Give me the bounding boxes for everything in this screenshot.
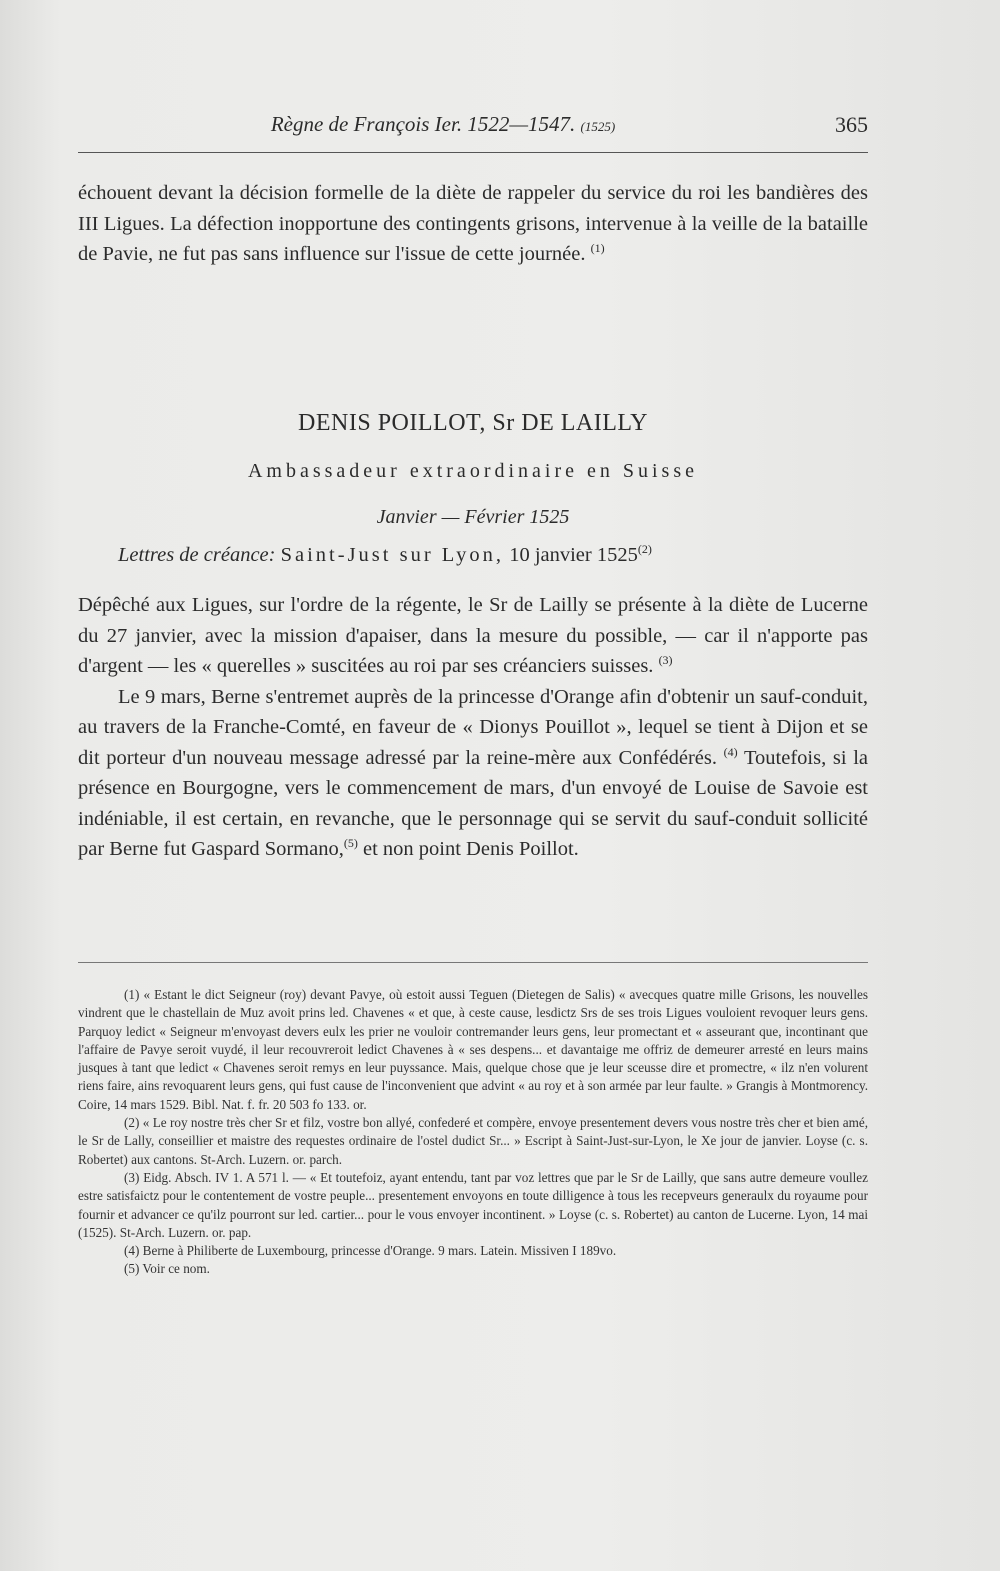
credentials-date: 10 janvier 1525: [509, 544, 638, 566]
footnote-ref-5: (5): [343, 836, 358, 851]
footnote-ref-2: (2): [637, 542, 652, 557]
intro-text: [78, 178, 868, 270]
section-title: DENIS POILLOT, Sr DE LAILLY: [298, 410, 648, 436]
header-rule: [78, 152, 868, 153]
running-head-date: (1525): [580, 119, 616, 134]
credentials-place: Saint-Just sur Lyon,: [280, 544, 505, 566]
footnote-4: (4) Berne à Philiberte de Luxembourg, princesse d'Orange. 9 mars. Latein. Missiven I 189vo.: [124, 1243, 617, 1259]
running-head-title: Règne de François Ier. 1522—1547.: [270, 112, 576, 136]
paragraph-2-text-a: Le 9 mars, Berne s'entremet auprès de la princesse d'Orange afin d'obtenir un sauf-conduit, au travers de la Franche-Comté, en faveur de « Dionys Pouillot », lequel se tient à Dijon et se dit porteur d'un nouveau message adressé par la reine-mère aux Confédérés.: [78, 685, 868, 769]
footnote-ref-1: (1): [590, 241, 605, 256]
paragraph-1-text: Dépêché aux Ligues, sur l'ordre de la régente, le Sr de Lailly se présente à la diète de Lucerne du 27 janvier, avec la mission d'apaiser, dans la mesure du possible, — car il n'apporte pas d'argent — les « querelles » suscitées au roi par ses créanciers suisses.: [78, 594, 868, 677]
footnote-1: (1) « Estant le dict Seigneur (roy) devant Pavye, où estoit aussi Teguen (Dietegen de Salis) « avecques quatre mille Grisons, les nouvelles vindrent que le chastellain de Muz avoit prins led. Chavenes « et que, à ceste cause, lesdictz Srs de ses trois Ligues vouloient revoquer leurs gens. Parquoy ledict « Seigneur m'envoyast devers eulx les prier ne vouloir contremander leurs gens, leur promectant et « asseurant que, incontinant que l'affaire de Pavye seroit vuydé, il leur recouvreroit ledict Chavenes à « ses despens... et davantaige me offriz de demeurer arresté en leurs mains jusques à tant que ledict « Chavenes seroit remys en leur puyssance. Mais, quelque chose que je leur sceusse dire et promectre, « ilz n'en volurent riens faire, ains revoquarent leurs gens, qui fust cause de l'inconvenient que advint « au roy et à son armée par leur faulte. » Grangis à Montmorency. Coire, 14 mars 1529. Bibl. Nat. f. fr. 20 503 fo 133. or.: [78, 987, 868, 1112]
footnote-3: (3) Eidg. Absch. IV 1. A 571 l. — « Et toutefoiz, ayant entendu, tant par voz lettres que par le Sr de Lailly, que sans autre demeure voullez estre satisfaictz pour le contentement de vostre peuple... presentement envoyons en toute dilligence à tous les recepveurs generaulx du royaume pour fournir et advancer ce qu'ilz pourront sur led. cartier... pour le vous envoyer incontinent. » Loyse (c. s. Robertet) au canton de Lucerne. Lyon, 14 mai (1525). St-Arch. Luzern. or. pap.: [78, 1169, 868, 1240]
paragraph-2-text-c: et non point Denis Poillot.: [357, 838, 579, 860]
intro-paragraph: [78, 178, 868, 270]
paragraph-2-text-b: Toutefois, si la présence en Bourgogne, vers le commencement de mars, d'un envoyé de Louise de Savoie est indéniable, il est certain, en revanche, que le personnage qui se servit du sauf-conduit sollicité par Berne fut Gaspard Sormano,: [78, 746, 869, 860]
section-subtitle: Ambassadeur extraordinaire en Suisse: [247, 460, 698, 482]
main-body: [78, 590, 868, 865]
paragraph-2: [78, 682, 868, 865]
running-head: [78, 112, 808, 137]
page-header: [78, 112, 868, 148]
credentials-line: [118, 544, 858, 567]
credentials-label: Lettres de créance:: [118, 544, 276, 566]
paragraph-1: [78, 590, 868, 682]
footnote-ref-3: (3): [658, 653, 673, 668]
page-number: 365: [835, 112, 868, 137]
footnote-2: (2) « Le roy nostre très cher Sr et filz, vostre bon allyé, confederé et compère, envoye presentement devers vous nostre très cher et bien amé, le Sr de Lally, conseillier et maistre des requestes ordinaire de l'ostel dudict Sr... » Escript à Saint-Just-sur-Lyon, le Xe jour de janvier. Loyse (c. s. Robertet) aux cantons. St-Arch. Luzern. or. parch.: [78, 1115, 868, 1167]
section-dates: Janvier — Février 1525: [376, 506, 570, 528]
footnotes: [78, 986, 868, 1279]
footnote-5: (5) Voir ce nom.: [124, 1261, 210, 1277]
intro-text-content: échouent devant la décision formelle de la diète de rappeler du service du roi les bandières des III Ligues. La défection inopportune des contingents grisons, intervenue à la veille de la bataille de Pavie, ne fut pas sans influence sur l'issue de cette journée.: [78, 182, 868, 265]
footnote-ref-4: (4): [723, 744, 738, 759]
footnote-rule: [78, 962, 868, 963]
